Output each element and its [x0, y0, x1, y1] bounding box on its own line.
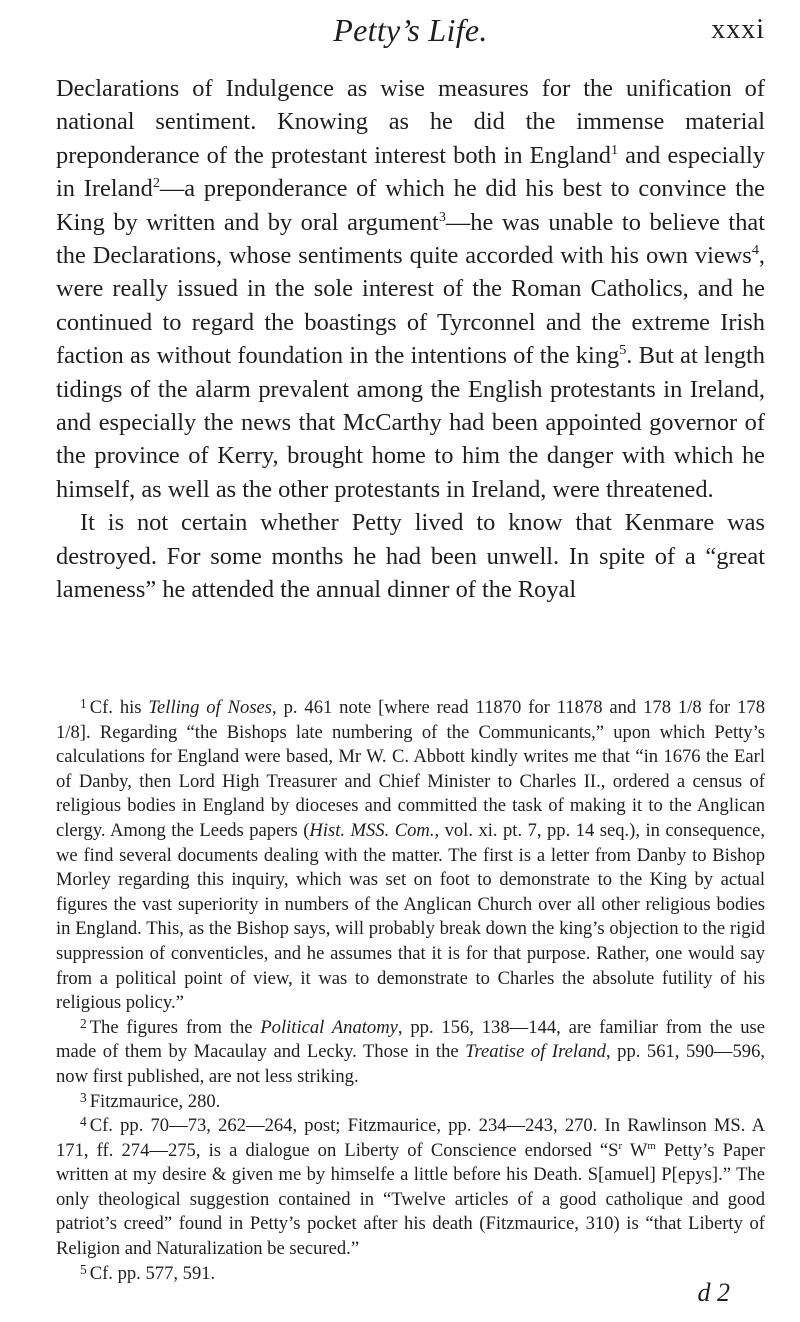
footnotes — [56, 696, 765, 1286]
text-run: Fitzmaurice, 280. — [89, 1090, 221, 1112]
main-text — [56, 72, 765, 607]
text-run: W — [622, 1139, 648, 1161]
book-title: Treatise of Ireland — [465, 1041, 606, 1063]
footnote-ref-4: 4 — [751, 241, 759, 258]
text-run: . But at length tidings of the alarm prevalent among the English protestants in Ireland, and especially the news that McCarthy had been appointed governor of the province of Kerry, brought home to him the danger with which he himself, as well as the other protestants in Ireland, were threatened. — [56, 342, 765, 503]
footnote-number: 4 — [80, 1114, 87, 1130]
superscript: r — [618, 1139, 623, 1152]
paragraph-1 — [56, 72, 765, 506]
signature-mark: d 2 — [697, 1278, 730, 1307]
page-number: xxxi — [711, 14, 765, 45]
book-title: Telling of Noses — [148, 697, 273, 718]
text-run: and especially in Ireland — [56, 141, 765, 203]
running-head — [56, 12, 765, 52]
footnote-number: 3 — [80, 1089, 87, 1105]
text-run: , pp. 156, 138—144, are familiar from the use made of them by Macaulay and Lecky. Those in the — [56, 1016, 765, 1063]
footnote-5 — [56, 1262, 765, 1287]
text-run: Cf. his — [89, 697, 149, 718]
text-run: Cf. pp. 577, 591. — [89, 1262, 216, 1284]
text-run: The figures from the — [89, 1016, 261, 1038]
book-title: Political Anatomy — [260, 1016, 398, 1038]
text-run: , pp. 561, 590—596, now first published, are not less striking. — [56, 1041, 766, 1087]
footnote-number: 1 — [80, 696, 87, 712]
paragraph-2: It is not certain whether Petty lived to know that Kenmare was destroyed. For some months he had been unwell. In spite of a “great lameness” he attended the annual dinner of the Royal — [56, 509, 765, 604]
text-run: , p. 461 note [where read 11870 for 11878 and 178 1/8 for 178 1/8]. Regarding “the Bishops late numbering of the Communicants,” upon which Petty’s calculations for England were based, Mr W. C. Abbott kindly writes me that “in 1676 the Earl of Danby, then Lord High Treasurer and Chief Minister to Charles II., ordered a census of religious bodies in England by dioceses and committed the task of making it to the Anglican clergy. Among the Leeds papers ( — [56, 697, 765, 841]
footnote-ref-5: 5 — [619, 342, 627, 359]
footnote-ref-1: 1 — [610, 141, 619, 158]
text-run: Cf. pp. 70—73, 262—264, post; Fitzmaurice, pp. 234—243, 270. In Rawlinson MS. A 171, ff. 274—275, is a dialogue on Liberty of Conscience endorsed “S — [56, 1115, 765, 1161]
footnote-ref-3: 3 — [438, 208, 446, 225]
footnote-number: 5 — [80, 1261, 87, 1277]
text-run: , were really issued in the sole interest of the Roman Catholics, and he continued to regard the boastings of Tyrconnel and the extreme Irish faction as without foundation in the intentions of the king — [56, 242, 765, 370]
superscript: m — [647, 1139, 656, 1152]
footnote-2 — [56, 1016, 765, 1090]
text-run: —he was unable to believe that the Declarations, whose sentiments quite accorded with his own views — [56, 208, 766, 270]
text-run: Declarations of Indulgence as wise measures for the unification of national sentiment. Knowing as he did the immense material preponderance of the protestant interest both in England — [56, 75, 765, 169]
source-title: Hist. MSS. Com. — [309, 819, 435, 841]
text-run: —a preponderance of which he did his best to convince the King by written and by oral argument — [56, 175, 765, 236]
running-title: Petty’s Life. — [333, 12, 488, 48]
footnote-3 — [56, 1090, 765, 1115]
footnote-number: 2 — [80, 1016, 87, 1032]
footnote-4 — [56, 1114, 765, 1262]
footnote-ref-2: 2 — [152, 175, 160, 192]
text-run: Petty’s Paper written at my desire & given me by himselfe a little before his Death. S[amuel] P[epys].” The only theological suggestion contained in “Twelve articles of a good catholique and good patriot’s creed” found in Petty’s pocket after his death (Fitzmaurice, 310) is “that Liberty of Religion and Naturalization be secured.” — [56, 1139, 765, 1260]
footnote-1 — [56, 696, 765, 1016]
text-run: , vol. xi. pt. 7, pp. 14 seq.), in consequence, we find several documents dealing with the matter. The first is a letter from Danby to Bishop Morley regarding this inquiry, which was set on foot to demonstrate to the King by actual figures the vast superiority in numbers of the Anglican Church over all other religious bodies in England. This, as the Bishop says, will probably break down the king’s objection to the rigid suppression of conventicles, and he assumes that it is for that purpose. Rather, one would say from a political point of view, it was to demonstrate to Charles the absolute futility of his religious policy.” — [56, 819, 765, 1014]
